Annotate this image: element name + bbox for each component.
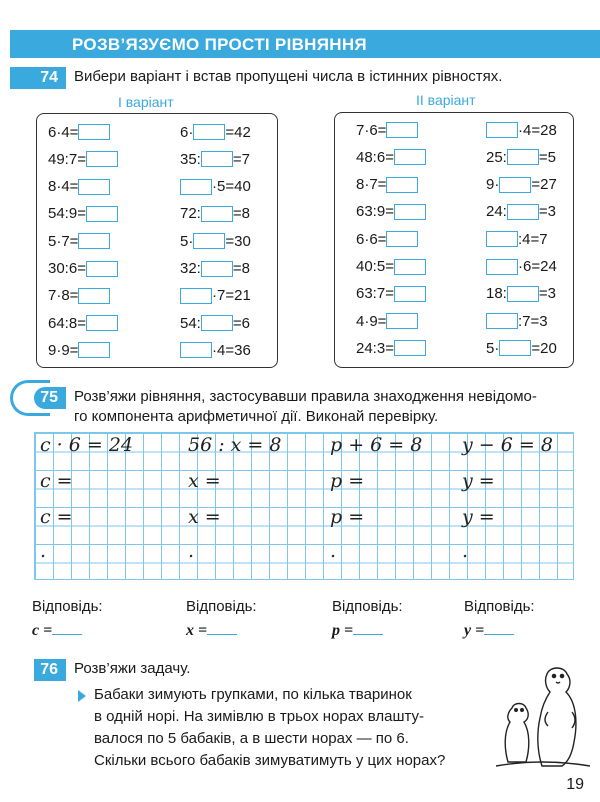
v1-left-row-6 — [48, 260, 118, 278]
equation-part: 63:7= — [356, 285, 394, 303]
task-76-line-2: в одній норі. На зимівлю в трьох норах влашту- — [94, 708, 425, 725]
v1-left-row-1 — [48, 123, 110, 141]
equation-part: 5· — [180, 232, 194, 250]
equation-part: 35: — [180, 150, 201, 168]
v1-right-row-8 — [180, 314, 250, 332]
equation-part: =8 — [232, 205, 250, 223]
answer-variable: y = — [464, 622, 485, 639]
v2-right-row-1 — [486, 121, 557, 139]
equation-part: 9· — [486, 176, 500, 194]
answer-label-1: Відповідь: — [32, 598, 103, 615]
v2-left-row-3 — [356, 176, 418, 194]
answer-field-1 — [32, 622, 82, 640]
answer-variable: x = — [186, 622, 208, 639]
task-76-line-1: Бабаки зимують групками, по кілька тваринок — [94, 686, 412, 703]
v2-right-row-7 — [486, 285, 556, 303]
v2-right-row-2 — [486, 148, 556, 166]
v1-left-row-4 — [48, 205, 118, 223]
v1-left-row-5 — [48, 232, 110, 250]
v1-right-row-1 — [180, 123, 251, 141]
answer-blank[interactable] — [507, 204, 539, 220]
equation-part: 25: — [486, 148, 507, 166]
equation-part: 54: — [180, 314, 201, 332]
handwritten-s1-1: c = — [40, 470, 73, 492]
equation-part: =3 — [538, 203, 556, 221]
variant-2-label: ІІ варіант — [416, 92, 476, 108]
section-header — [10, 30, 600, 58]
answer-blank[interactable] — [78, 233, 110, 249]
handwritten-eq-3: p + 6 = 8 — [330, 434, 423, 456]
marmots-illustration — [492, 662, 592, 772]
equation-part: =7 — [232, 150, 250, 168]
v2-left-row-8 — [356, 312, 418, 330]
equation-part: 32: — [180, 260, 201, 278]
equation-part: 8·4= — [48, 178, 79, 196]
task-76-line-4: Скільки всього бабаків зимуватимуть у цих норах? — [94, 752, 446, 769]
answer-blank[interactable] — [78, 124, 110, 140]
equation-part: =20 — [531, 339, 557, 357]
answer-variable: c = — [32, 622, 53, 639]
task-76-line-3: валося по 5 бабаків, а в шести норах — по 6. — [94, 730, 409, 747]
v2-left-row-1 — [356, 121, 418, 139]
equation-part: 6·6= — [356, 230, 387, 248]
answer-blank[interactable] — [193, 124, 225, 140]
task-74-text: Вибери варіант і встав пропущені числа в істинних рівностях. — [74, 68, 503, 85]
answer-blank[interactable] — [207, 623, 237, 635]
handwritten-dot-1: . — [40, 540, 47, 562]
v2-left-row-6 — [356, 258, 426, 276]
equation-part: 8·7= — [356, 176, 387, 194]
answer-blank[interactable] — [386, 313, 418, 329]
v2-right-row-4 — [486, 203, 556, 221]
handwritten-s2-2: x = — [188, 506, 221, 528]
equation-part: 48:6= — [356, 148, 394, 166]
handwritten-eq-1: c · 6 = 24 — [40, 434, 134, 456]
v2-right-row-9 — [486, 339, 557, 357]
equation-part: 7·6= — [356, 121, 387, 139]
handwritten-s1-4: y = — [462, 470, 495, 492]
v2-right-row-6 — [486, 258, 557, 276]
page-number: 19 — [566, 776, 584, 793]
handwritten-dot-4: . — [462, 540, 469, 562]
task-number-76: 76 — [34, 659, 66, 681]
v1-left-row-3 — [48, 178, 110, 196]
answer-blank[interactable] — [86, 151, 118, 167]
answer-blank[interactable] — [86, 206, 118, 222]
answer-blank[interactable] — [201, 315, 233, 331]
v2-left-row-4 — [356, 203, 426, 221]
answer-field-2 — [186, 622, 237, 640]
v1-right-row-2 — [180, 150, 250, 168]
v1-left-row-8 — [48, 314, 118, 332]
handwritten-eq-2: 56 : x = 8 — [188, 434, 282, 456]
v2-left-row-7 — [356, 285, 426, 303]
answer-blank[interactable] — [394, 149, 426, 165]
answer-label-4: Відповідь: — [464, 598, 535, 615]
answer-blank[interactable] — [394, 340, 426, 356]
equation-part: =6 — [232, 314, 250, 332]
answer-blank[interactable] — [353, 623, 383, 635]
answer-label-3: Відповідь: — [332, 598, 403, 615]
answer-blank[interactable] — [386, 177, 418, 193]
answer-blank[interactable] — [486, 122, 518, 138]
answer-blank[interactable] — [86, 261, 118, 277]
answer-blank[interactable] — [394, 259, 426, 275]
equation-part: 24: — [486, 203, 507, 221]
handwritten-s1-3: p = — [330, 470, 365, 492]
equation-part: 72: — [180, 205, 201, 223]
equation-part: 30:6= — [48, 260, 86, 278]
answer-blank[interactable] — [386, 231, 418, 247]
answer-label-2: Відповідь: — [186, 598, 257, 615]
answer-blank[interactable] — [86, 315, 118, 331]
equation-part: =30 — [225, 232, 251, 250]
task-76-heading: Розв’яжи задачу. — [74, 660, 191, 677]
answer-blank[interactable] — [499, 340, 531, 356]
task-number-75: 75 — [34, 387, 66, 409]
equation-part: =3 — [538, 285, 556, 303]
answer-field-4 — [464, 622, 514, 640]
equation-part: 24:3= — [356, 339, 394, 357]
equation-part: 64:8= — [48, 314, 86, 332]
handwritten-s2-3: p = — [330, 506, 365, 528]
task-75-text-line2: го компонента арифметичної дії. Виконай перевірку. — [74, 408, 439, 425]
equation-part: 4·9= — [356, 312, 387, 330]
equation-part: ·7=21 — [212, 287, 251, 305]
answer-blank[interactable] — [78, 342, 110, 358]
handwritten-dot-3: . — [330, 540, 337, 562]
answer-blank[interactable] — [484, 623, 514, 635]
v2-right-row-3 — [486, 176, 557, 194]
answer-blank[interactable] — [180, 342, 212, 358]
equation-part: :4=7 — [518, 230, 548, 248]
equation-part: 63:9= — [356, 203, 394, 221]
equation-part: 6· — [180, 123, 194, 141]
v1-left-row-2 — [48, 150, 118, 168]
equation-part: =42 — [225, 123, 251, 141]
equation-part: 5· — [486, 339, 500, 357]
v2-left-row-5 — [356, 230, 418, 248]
v1-right-row-9 — [180, 341, 251, 359]
equation-part: 7·8= — [48, 287, 79, 305]
answer-blank[interactable] — [386, 122, 418, 138]
equation-part: 9·9= — [48, 341, 79, 359]
answer-blank[interactable] — [193, 233, 225, 249]
equation-part: ·4=36 — [212, 341, 251, 359]
handwritten-eq-4: y − 6 = 8 — [462, 434, 553, 456]
answer-blank[interactable] — [201, 206, 233, 222]
handwritten-s1-2: x = — [188, 470, 221, 492]
v1-right-row-6 — [180, 260, 250, 278]
answer-blank[interactable] — [507, 149, 539, 165]
answer-blank[interactable] — [78, 179, 110, 195]
task-75-marker — [10, 380, 50, 416]
equation-part: 40:5= — [356, 258, 394, 276]
task-75-text-line1: Розв’яжи рівняння, застосувавши правила знаходження невідомо- — [74, 388, 537, 405]
equation-part: 5·7= — [48, 232, 79, 250]
equation-part: ·4=28 — [518, 121, 557, 139]
variant-1-label: І варіант — [118, 94, 174, 110]
handwritten-dot-2: . — [188, 540, 195, 562]
answer-blank[interactable] — [486, 259, 518, 275]
section-title: РОЗВ’ЯЗУЄМО ПРОСТІ РІВНЯННЯ — [72, 35, 367, 54]
equation-part: 49:7= — [48, 150, 86, 168]
v2-right-row-5 — [486, 230, 548, 248]
equation-part: ·6=24 — [518, 258, 557, 276]
bullet-icon — [78, 690, 86, 702]
task-number-74: 74 — [10, 67, 66, 89]
answer-blank[interactable] — [180, 179, 212, 195]
equation-part: =27 — [531, 176, 557, 194]
answer-blank[interactable] — [78, 288, 110, 304]
answer-blank[interactable] — [201, 261, 233, 277]
answer-variable: p = — [332, 622, 354, 639]
answer-blank[interactable] — [486, 231, 518, 247]
v1-right-row-5 — [180, 232, 251, 250]
v2-left-row-9 — [356, 339, 426, 357]
v1-right-row-3 — [180, 178, 251, 196]
v1-left-row-9 — [48, 341, 110, 359]
equation-part: =5 — [538, 148, 556, 166]
v2-right-row-8 — [486, 312, 548, 330]
equation-part: ·5=40 — [212, 178, 251, 196]
v1-right-row-4 — [180, 205, 250, 223]
handwritten-s2-1: c = — [40, 506, 73, 528]
answer-blank[interactable] — [52, 623, 82, 635]
answer-field-3 — [332, 622, 383, 640]
equation-part: :7=3 — [518, 312, 548, 330]
answer-blank[interactable] — [394, 204, 426, 220]
v2-left-row-2 — [356, 148, 426, 166]
answer-blank[interactable] — [486, 313, 518, 329]
v1-right-row-7 — [180, 287, 251, 305]
equation-part: 18: — [486, 285, 507, 303]
answer-blank[interactable] — [394, 286, 426, 302]
equation-part: =8 — [232, 260, 250, 278]
v1-left-row-7 — [48, 287, 110, 305]
equation-part: 54:9= — [48, 205, 86, 223]
answer-blank[interactable] — [499, 177, 531, 193]
answer-blank[interactable] — [201, 151, 233, 167]
handwritten-s2-4: y = — [462, 506, 495, 528]
answer-blank[interactable] — [180, 288, 212, 304]
equation-part: 6·4= — [48, 123, 79, 141]
answer-blank[interactable] — [507, 286, 539, 302]
